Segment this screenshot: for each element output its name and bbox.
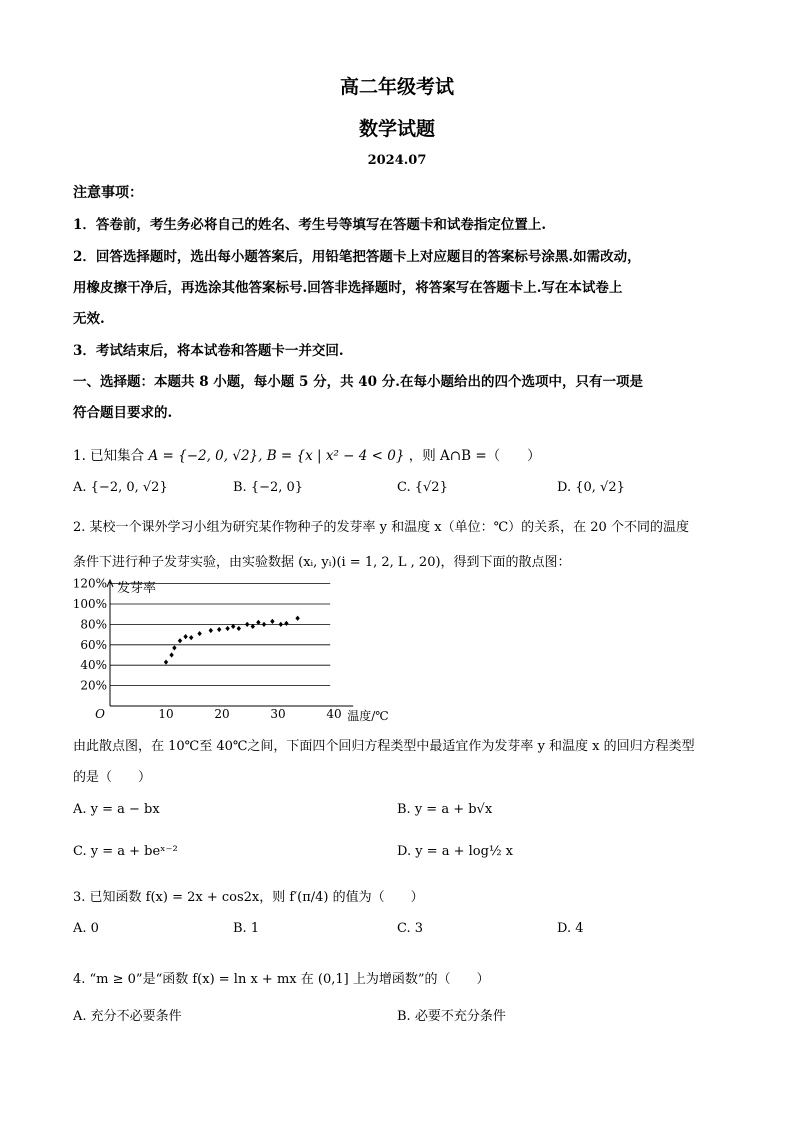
data-point [295, 616, 299, 621]
y-tick-label: 40% [80, 658, 107, 673]
notice-item-2-line-1: 2．回答选择题时，选出每小题答案后，用铅笔把答题卡上对应题目的答案标号涂黑.如需改动， [73, 249, 641, 265]
q2-after-line-1: 由此散点图，在 10℃至 40℃之间，下面四个回归方程类型中最适宜作为发芽率 y 和温度 x 的回归方程类型 [73, 739, 695, 754]
exam-date: 2024.07 [367, 153, 427, 168]
notice-item-3: 3．考试结束后，将本试卷和答题卡一并交回. [73, 343, 344, 359]
scatter-chart [68, 578, 398, 726]
data-point [279, 622, 283, 627]
data-point [197, 631, 201, 636]
data-point [245, 622, 249, 627]
q4-stem: 4. “m ≥ 0”是“函数 f(x) = ln x + mx 在 (0,1] 上为增函数”的（ ） [73, 972, 490, 987]
data-point [183, 634, 187, 639]
y-tick-label: 20% [80, 678, 107, 693]
q4-option-a[interactable]: A. 充分不必要条件 [73, 1009, 182, 1024]
y-tick-label: 80% [80, 617, 107, 632]
data-point [209, 628, 213, 633]
origin-label: O [95, 707, 105, 721]
q3-option-a[interactable]: A. 0 [73, 921, 99, 936]
q1-option-b[interactable]: B. {−2, 0} [233, 480, 304, 495]
data-point [189, 635, 193, 640]
notice-item-2-line-3: 无效. [73, 311, 105, 327]
q2-option-c[interactable]: C. y = a + beˣ⁻² [73, 844, 178, 859]
data-point [237, 626, 241, 631]
q1-stem [73, 444, 541, 464]
q3-stem: 3. 已知函数 f(x) = 2x + cos2x，则 f′(π/4) 的值为（ ） [73, 890, 424, 905]
y-tick-label: 100% [72, 597, 107, 611]
q3-option-c[interactable]: C. 3 [397, 921, 424, 936]
x-axis-label: 温度/℃ [347, 709, 389, 723]
q1-option-c[interactable]: C. {√2} [397, 480, 448, 495]
data-point [164, 660, 168, 665]
q2-option-b[interactable]: B. y = a + b√x [397, 802, 493, 817]
x-tick-label: 20 [214, 707, 230, 721]
x-tick-label: 10 [158, 707, 174, 721]
y-tick-label: 120% [72, 578, 107, 591]
q2-stem-line-2: 条件下进行种子发芽实验，由实验数据 (xᵢ, yᵢ)(i = 1, 2, L , 20)，得到下面的散点图： [73, 555, 571, 570]
notice-item-1: 1．答卷前，考生务必将自己的姓名、考生号等填写在答题卡和试卷指定位置上. [73, 217, 547, 233]
q4-option-b[interactable]: B. 必要不充分条件 [397, 1009, 506, 1024]
x-tick-label: 30 [270, 707, 286, 721]
x-tick-label: 40 [326, 707, 342, 721]
q2-option-a[interactable]: A. y = a − bx [73, 802, 160, 817]
data-point [169, 652, 173, 657]
data-point [262, 622, 266, 627]
y-tick-label: 60% [80, 637, 107, 652]
section-1-heading-line-2: 符合题目要求的. [73, 405, 173, 421]
section-1-heading-line-1: 一、选择题：本题共 8 小题，每小题 5 分，共 40 分.在每小题给出的四个选项中，只有一项是 [73, 374, 643, 390]
q3-option-b[interactable]: B. 1 [233, 921, 260, 936]
notice-heading: 注意事项： [73, 185, 143, 201]
q2-option-d[interactable]: D. y = a + log½ x [397, 844, 514, 859]
notice-item-2-line-2: 用橡皮擦干净后，再选涂其他答案标号.回答非选择题时，将答案写在答题卡上.写在本试卷上 [73, 280, 623, 296]
data-point [225, 626, 229, 631]
exam-subtitle: 数学试题 [358, 118, 435, 140]
q1-option-d[interactable]: D. {0, √2} [557, 480, 625, 495]
q1-sets: A = {−2, 0, √2}, B = {x | x² − 4 < 0} [148, 448, 405, 464]
q2-after-line-2: 的是（ ） [73, 770, 152, 785]
data-point [270, 619, 274, 624]
data-point [172, 645, 176, 650]
q3-option-d[interactable]: D. 4 [557, 921, 584, 936]
q1-suffix: ，则 A∩B =（ ） [408, 448, 541, 464]
data-point [178, 638, 182, 643]
q2-stem-line-1: 2. 某校一个课外学习小组为研究某作物种子的发芽率 y 和温度 x（单位：℃）的关系，在 20 个不同的温度 [73, 520, 689, 535]
data-point [284, 621, 288, 626]
q1-prefix: 1. 已知集合 [73, 448, 145, 464]
data-point [217, 627, 221, 632]
q1-option-a[interactable]: A. {−2, 0, √2} [73, 480, 168, 495]
exam-title: 高二年级考试 [339, 76, 454, 98]
y-axis-label: 发芽率 [117, 581, 157, 596]
